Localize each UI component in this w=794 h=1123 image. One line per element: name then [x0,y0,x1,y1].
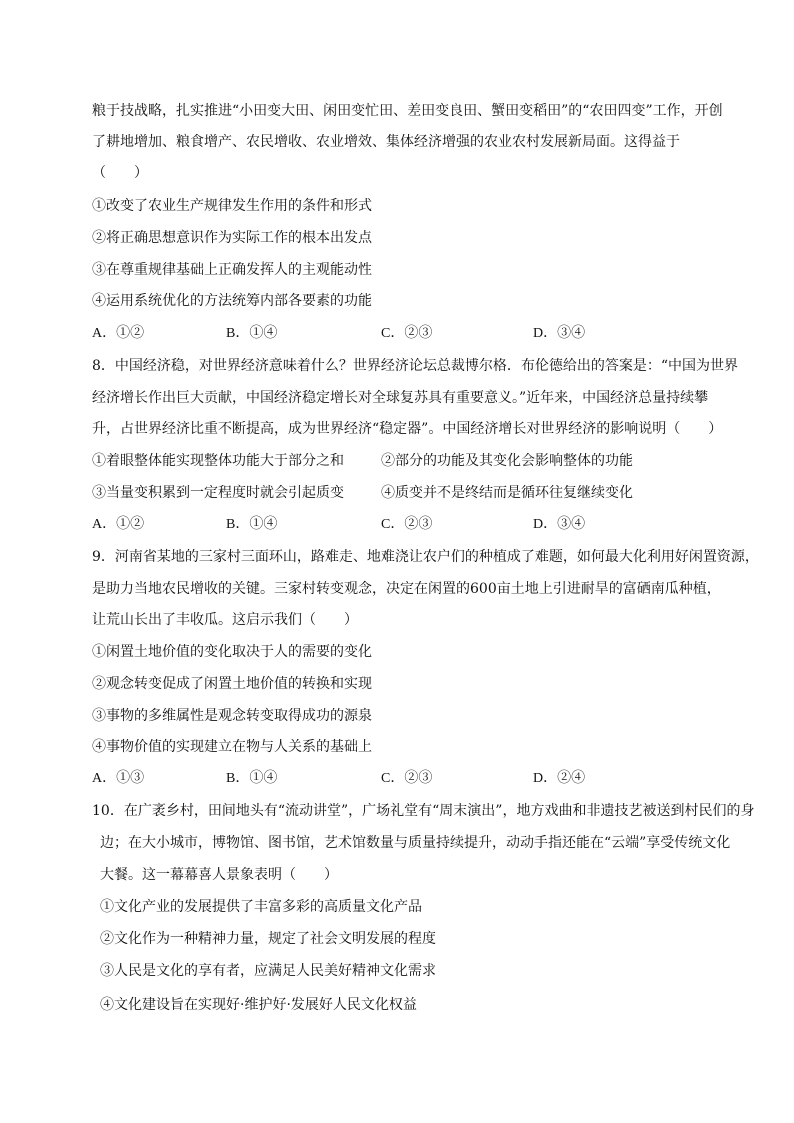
q7-stem-line-1: 粮于技战略，扎实推进“小田变大田、闲田变忙田、差田变良田、蟹田变稻田”的“农田四变”工作，开创 [92,103,723,119]
q8-statement-1: ①着眼整体能实现整体功能大于部分之和 [92,453,344,469]
q8-statement-4: ④质变并不是终结而是循环往复继续变化 [381,485,633,501]
q9-option-d: D．②④ [533,771,586,786]
q7-option-a: A．①② [92,326,145,341]
q10-stem-line-3: 大餐。这一幕幕喜人景象表明（ ） [100,867,338,883]
q10-statement-1: ①文化产业的发展提供了丰富多彩的高质量文化产品 [100,899,422,915]
q8-option-d: D．③④ [533,517,586,532]
q9-option-a: A．①③ [92,771,145,786]
q8-option-b: B．①④ [226,517,278,532]
q9-statement-1: ①闲置土地价值的变化取决于人的需要的变化 [92,644,372,660]
q9-statement-4: ④事物价值的实现建立在物与人关系的基础上 [92,739,372,755]
q8-stem-line-2: 经济增长作出巨大贡献，中国经济稳定增长对全球复苏具有重要意义。”近年来，中国经济总量持续攀 [92,390,709,406]
q7-stem-line-2: 了耕地增加、粮食增产、农民增收、农业增效、集体经济增强的农业农村发展新局面。这得益于 [92,134,680,150]
q7-option-c: C．②③ [381,326,433,341]
q8-option-a: A．①② [92,517,145,532]
q9-stem-line-1: 9．河南省某地的三家村三面环山，路难走、地难浇让农户们的种植成了难题，如何最大化利用好闲置资源， [92,549,759,565]
q10-statement-3: ③人民是文化的享有者，应满足人民美好精神文化需求 [100,963,436,979]
q9-statement-2: ②观念转变促成了闲置土地价值的转换和实现 [92,676,372,692]
q7-statement-2: ②将正确思想意识作为实际工作的根本出发点 [92,230,372,246]
q7-statement-1: ①改变了农业生产规律发生作用的条件和形式 [92,198,372,214]
q8-statement-2: ②部分的功能及其变化会影响整体的功能 [381,453,633,469]
q9-stem-line-3: 让荒山长出了丰收瓜。这启示我们（ ） [92,612,358,628]
q8-stem-line-1: 8．中国经济稳，对世界经济意味着什么？世界经济论坛总裁博尔格．布伦德给出的答案是：“中国为世界 [92,358,739,374]
q9-option-c: C．②③ [381,771,433,786]
q7-statement-3: ③在尊重规律基础上正确发挥人的主观能动性 [92,262,372,278]
q8-statement-3: ③当量变积累到一定程度时就会引起质变 [92,485,344,501]
q10-stem-line-1: 10．在广袤乡村，田间地头有“流动讲堂”，广场礼堂有“周末演出”，地方戏曲和非遗技艺被送到村民们的身 [92,803,755,819]
q10-stem-line-2: 边；在大小城市，博物馆、图书馆，艺术馆数量与质量持续提升，动动手指还能在“云端”享受传统文化 [100,835,731,851]
q10-statement-2: ②文化作为一种精神力量，规定了社会文明发展的程度 [100,931,436,947]
q7-statement-4: ④运用系统优化的方法统筹内部各要素的功能 [92,293,372,309]
q8-stem-line-3: 升，占世界经济比重不断提高，成为世界经济“稳定器”。中国经济增长对世界经济的影响说明（ ） [92,421,723,437]
q7-option-b: B．①④ [226,326,278,341]
q7-answer-blank: （ ） [92,165,148,181]
q9-option-b: B．①④ [226,771,278,786]
q9-statement-3: ③事物的多维属性是观念转变取得成功的源泉 [92,708,372,724]
q7-option-d: D．③④ [533,326,586,341]
q9-stem-line-2: 是助力当地农民增收的关键。三家村转变观念，决定在闲置的600亩土地上引进耐旱的富硒南瓜种植， [92,581,721,597]
q10-statement-4: ④文化建设旨在实现好·维护好·发展好人民文化权益 [100,997,417,1013]
q8-option-c: C．②③ [381,517,433,532]
